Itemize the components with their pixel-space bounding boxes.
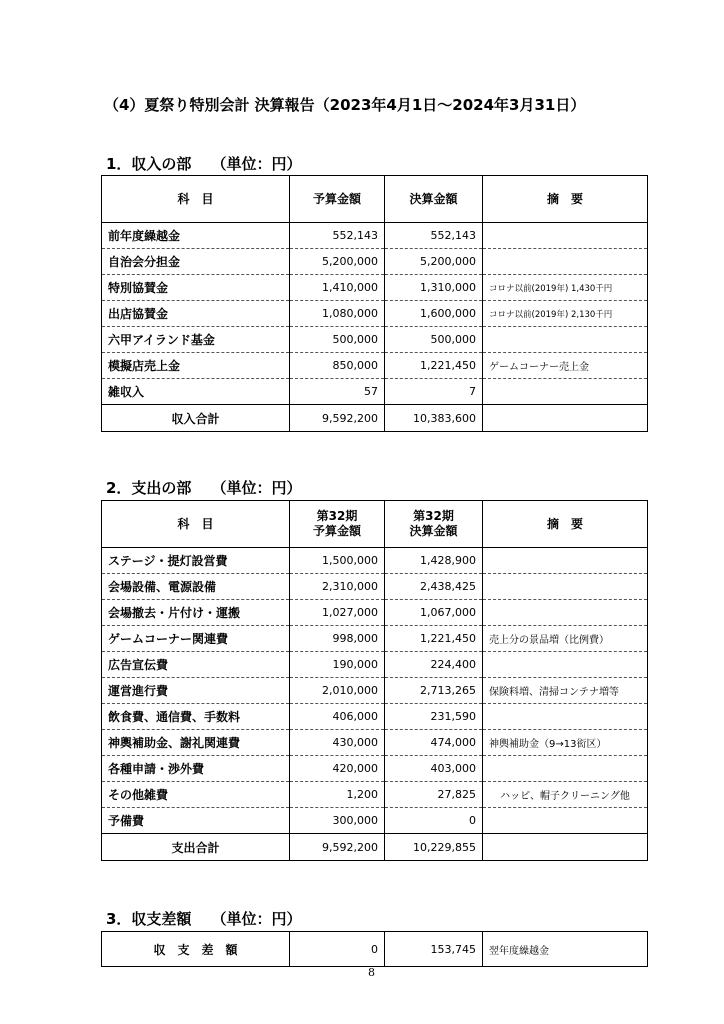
- row-item: 会場設備、電源設備: [102, 574, 290, 600]
- balance-row: [102, 932, 648, 967]
- row-budget: 1,410,000: [290, 275, 385, 301]
- income-section-label: 1．収入の部: [106, 155, 192, 173]
- row-actual: 1,221,450: [385, 626, 483, 652]
- table-row: [102, 249, 648, 275]
- row-note: [483, 756, 648, 782]
- balance-unit: （単位：円）: [211, 910, 302, 928]
- row-budget: 2,310,000: [290, 574, 385, 600]
- row-actual: 403,000: [385, 756, 483, 782]
- header-item: 科 目: [102, 501, 290, 548]
- row-item: 会場撤去・片付け・運搬: [102, 600, 290, 626]
- table-row: [102, 548, 648, 574]
- table-row: [102, 756, 648, 782]
- table-row: [102, 301, 648, 327]
- total-actual: 10,229,855: [385, 834, 483, 861]
- row-actual: 2,438,425: [385, 574, 483, 600]
- row-actual: 552,143: [385, 223, 483, 249]
- header-budget-label: 予算金額: [312, 524, 361, 538]
- row-item: 特別協賛金: [102, 275, 290, 301]
- row-budget: 552,143: [290, 223, 385, 249]
- total-budget: 9,592,200: [290, 834, 385, 861]
- row-actual: 231,590: [385, 704, 483, 730]
- row-actual: 1,428,900: [385, 548, 483, 574]
- row-actual: 7: [385, 379, 483, 405]
- row-actual: 5,200,000: [385, 249, 483, 275]
- row-budget: 1,080,000: [290, 301, 385, 327]
- row-budget: 1,500,000: [290, 548, 385, 574]
- row-item: 六甲アイランド基金: [102, 327, 290, 353]
- row-actual: 224,400: [385, 652, 483, 678]
- row-actual: 500,000: [385, 327, 483, 353]
- total-label: 支出合計: [102, 834, 290, 861]
- balance-table: [101, 931, 648, 967]
- row-item: 雑収入: [102, 379, 290, 405]
- income-unit: （単位：円）: [211, 155, 302, 173]
- balance-label: 収 支 差 額: [102, 932, 290, 967]
- row-item: 飲食費、通信費、手数料: [102, 704, 290, 730]
- table-row: [102, 379, 648, 405]
- row-note: [483, 327, 648, 353]
- header-budget: [290, 501, 385, 548]
- table-row: [102, 652, 648, 678]
- balance-actual: 153,745: [385, 932, 483, 967]
- table-row: [102, 275, 648, 301]
- header-item: 科 目: [102, 176, 290, 223]
- expense-section-label: 2．支出の部: [106, 479, 192, 497]
- row-budget: 406,000: [290, 704, 385, 730]
- row-item: 自治会分担金: [102, 249, 290, 275]
- expense-table: [101, 500, 648, 861]
- total-budget: 9,592,200: [290, 405, 385, 432]
- header-actual-label: 決算金額: [409, 524, 458, 538]
- row-actual: 0: [385, 808, 483, 834]
- row-note: コロナ以前(2019年) 2,130千円: [483, 301, 648, 327]
- income-section-title: [106, 153, 301, 174]
- row-note: 神輿補助金（9→13衒区）: [483, 730, 648, 756]
- row-budget: 190,000: [290, 652, 385, 678]
- table-row: [102, 626, 648, 652]
- row-note: [483, 223, 648, 249]
- total-note: [483, 834, 648, 861]
- table-row: [102, 704, 648, 730]
- row-note: [483, 574, 648, 600]
- total-note: [483, 405, 648, 432]
- total-actual: 10,383,600: [385, 405, 483, 432]
- table-row: [102, 808, 648, 834]
- row-note: 売上分の景品増（比例費）: [483, 626, 648, 652]
- row-item: 神輿補助金、謝礼関連費: [102, 730, 290, 756]
- row-budget: 500,000: [290, 327, 385, 353]
- row-actual: 2,713,265: [385, 678, 483, 704]
- header-budget-period: 第32期: [316, 509, 358, 523]
- table-row: [102, 730, 648, 756]
- row-budget: 420,000: [290, 756, 385, 782]
- row-actual: 1,221,450: [385, 353, 483, 379]
- row-note: [483, 652, 648, 678]
- row-item: 運営進行費: [102, 678, 290, 704]
- row-note: 保険料増、清掃コンテナ増等: [483, 678, 648, 704]
- row-budget: 300,000: [290, 808, 385, 834]
- row-budget: 2,010,000: [290, 678, 385, 704]
- row-budget: 850,000: [290, 353, 385, 379]
- expense-section-title: [106, 477, 301, 498]
- header-note: 摘 要: [483, 501, 648, 548]
- table-row: [102, 574, 648, 600]
- row-budget: 57: [290, 379, 385, 405]
- row-item: 模擬店売上金: [102, 353, 290, 379]
- header-note: 摘 要: [483, 176, 648, 223]
- document-title: （4）夏祭り特別会計 決算報告（2023年4月1日～2024年3月31日）: [104, 96, 586, 114]
- row-budget: 5,200,000: [290, 249, 385, 275]
- row-item: その他雑費: [102, 782, 290, 808]
- row-item: 広告宣伝費: [102, 652, 290, 678]
- table-row: [102, 353, 648, 379]
- row-note: [483, 704, 648, 730]
- row-note: [483, 548, 648, 574]
- row-note: コロナ以前(2019年) 1,430千円: [483, 275, 648, 301]
- balance-note: 翌年度繰越金: [483, 932, 648, 967]
- row-item: 出店協賛金: [102, 301, 290, 327]
- row-item: 予備費: [102, 808, 290, 834]
- row-budget: 1,027,000: [290, 600, 385, 626]
- row-budget: 1,200: [290, 782, 385, 808]
- expense-unit: （単位：円）: [211, 479, 302, 497]
- header-budget: 予算金額: [290, 176, 385, 223]
- row-note: ゲームコーナー売上金: [483, 353, 648, 379]
- balance-section-title: [106, 908, 301, 929]
- table-row: [102, 600, 648, 626]
- total-label: 収入合計: [102, 405, 290, 432]
- row-note: [483, 249, 648, 275]
- row-note: ハッピ、帽子クリーニング他: [483, 782, 648, 808]
- row-item: 前年度繰越金: [102, 223, 290, 249]
- page-number: 8: [368, 966, 375, 979]
- row-item: 各種申請・渉外費: [102, 756, 290, 782]
- row-budget: 430,000: [290, 730, 385, 756]
- row-budget: 998,000: [290, 626, 385, 652]
- row-note: [483, 808, 648, 834]
- header-actual: [385, 501, 483, 548]
- row-note: [483, 600, 648, 626]
- table-row: [102, 782, 648, 808]
- row-actual: 474,000: [385, 730, 483, 756]
- row-actual: 1,310,000: [385, 275, 483, 301]
- header-actual: 決算金額: [385, 176, 483, 223]
- row-actual: 27,825: [385, 782, 483, 808]
- table-row: [102, 327, 648, 353]
- row-note: [483, 379, 648, 405]
- row-actual: 1,600,000: [385, 301, 483, 327]
- total-row: [102, 834, 648, 861]
- total-row: [102, 405, 648, 432]
- table-row: [102, 223, 648, 249]
- table-row: [102, 678, 648, 704]
- income-table: [101, 175, 648, 432]
- balance-budget: 0: [290, 932, 385, 967]
- balance-section-label: 3．収支差額: [106, 910, 192, 928]
- row-actual: 1,067,000: [385, 600, 483, 626]
- row-item: ゲームコーナー関連費: [102, 626, 290, 652]
- row-item: ステージ・提灯設営費: [102, 548, 290, 574]
- header-actual-period: 第32期: [413, 509, 454, 523]
